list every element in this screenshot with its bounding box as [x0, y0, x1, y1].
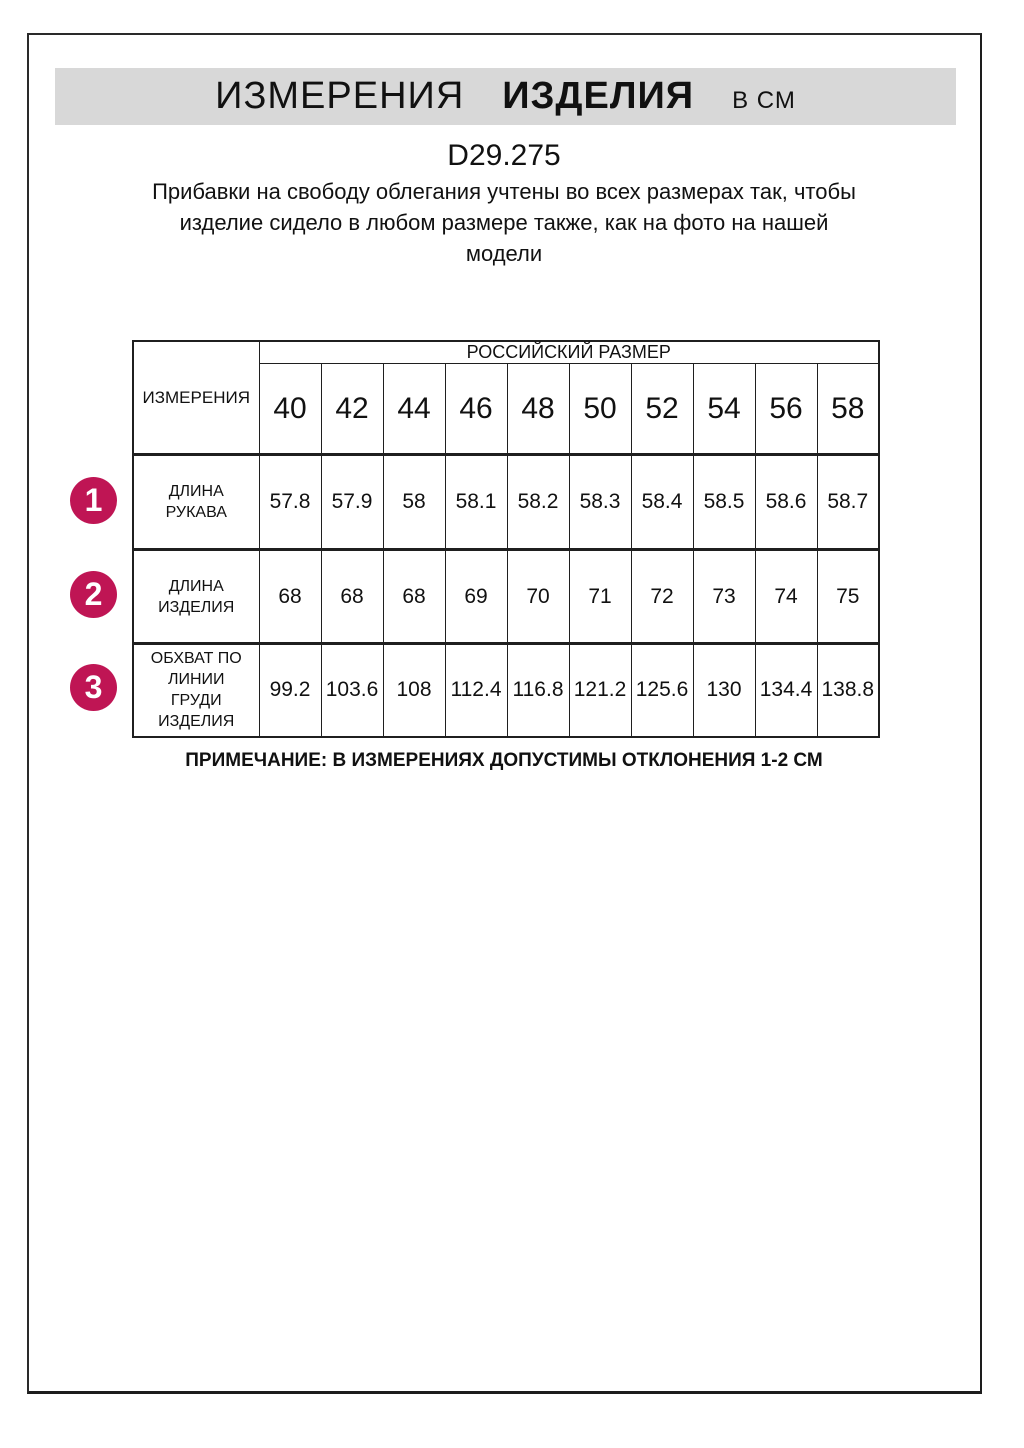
- row-label-cell: ДЛИНА РУКАВА: [133, 455, 259, 550]
- value-cell: 69: [445, 550, 507, 644]
- size-header-cell: 40: [259, 364, 321, 455]
- value-cell: 116.8: [507, 644, 569, 737]
- value-cell: 99.2: [259, 644, 321, 737]
- size-header-cell: 46: [445, 364, 507, 455]
- row-number-badge-1: 1: [70, 477, 117, 524]
- value-cell: 58.4: [631, 455, 693, 550]
- note-text: ПРИМЕЧАНИЕ: В ИЗМЕРЕНИЯХ ДОПУСТИМЫ ОТКЛОНЕНИЯ 1-2 СМ: [185, 750, 823, 771]
- title-word-product: ИЗДЕЛИЯ: [502, 75, 695, 117]
- table-row-chest-girth: [133, 644, 879, 737]
- table-row-sleeve-length: [133, 455, 879, 550]
- value-cell: 58.1: [445, 455, 507, 550]
- value-cell: 138.8: [817, 644, 879, 737]
- row-number-badge-2: 2: [70, 571, 117, 618]
- description-line: изделие сидело в любом размере также, как на фото на нашей: [179, 210, 829, 235]
- value-cell: 130: [693, 644, 755, 737]
- description-line: Прибавки на свободу облегания учтены во всех размерах так, чтобы: [152, 179, 856, 204]
- size-group-header-cell: РОССИЙСКИЙ РАЗМЕР: [259, 341, 879, 364]
- size-header-cell: 56: [755, 364, 817, 455]
- value-cell: 58.6: [755, 455, 817, 550]
- size-header-cell: 50: [569, 364, 631, 455]
- row-label-cell: ДЛИНА ИЗДЕЛИЯ: [133, 550, 259, 644]
- size-header-cell: 58: [817, 364, 879, 455]
- value-cell: 134.4: [755, 644, 817, 737]
- value-cell: 58: [383, 455, 445, 550]
- row-number-badge-3: 3: [70, 664, 117, 711]
- value-cell: 58.2: [507, 455, 569, 550]
- value-cell: 68: [383, 550, 445, 644]
- value-cell: 103.6: [321, 644, 383, 737]
- value-cell: 58.7: [817, 455, 879, 550]
- description-paragraph: [60, 176, 948, 269]
- value-cell: 108: [383, 644, 445, 737]
- size-header-cell: 48: [507, 364, 569, 455]
- size-measurements-table: [132, 340, 880, 738]
- value-cell: 58.5: [693, 455, 755, 550]
- description-line: модели: [465, 241, 543, 266]
- value-cell: 112.4: [445, 644, 507, 737]
- size-header-cell: 44: [383, 364, 445, 455]
- value-cell: 121.2: [569, 644, 631, 737]
- title-bar: [55, 68, 956, 125]
- value-cell: 58.3: [569, 455, 631, 550]
- value-cell: 74: [755, 550, 817, 644]
- size-header-cell: 52: [631, 364, 693, 455]
- model-code: D29.275: [447, 139, 561, 172]
- size-header-cell: 42: [321, 364, 383, 455]
- title-unit: В СМ: [732, 87, 796, 114]
- value-cell: 125.6: [631, 644, 693, 737]
- value-cell: 75: [817, 550, 879, 644]
- value-cell: 71: [569, 550, 631, 644]
- value-cell: 73: [693, 550, 755, 644]
- size-header-cell: 54: [693, 364, 755, 455]
- value-cell: 57.9: [321, 455, 383, 550]
- title-word-measurements: ИЗМЕРЕНИЯ: [215, 75, 465, 117]
- row-label-cell: ОБХВАТ ПО ЛИНИИ ГРУДИ ИЗДЕЛИЯ: [133, 644, 259, 737]
- value-cell: 57.8: [259, 455, 321, 550]
- value-cell: 72: [631, 550, 693, 644]
- value-cell: 68: [321, 550, 383, 644]
- table-row-product-length: [133, 550, 879, 644]
- value-cell: 70: [507, 550, 569, 644]
- measurements-header-cell: ИЗМЕРЕНИЯ: [133, 341, 259, 455]
- value-cell: 68: [259, 550, 321, 644]
